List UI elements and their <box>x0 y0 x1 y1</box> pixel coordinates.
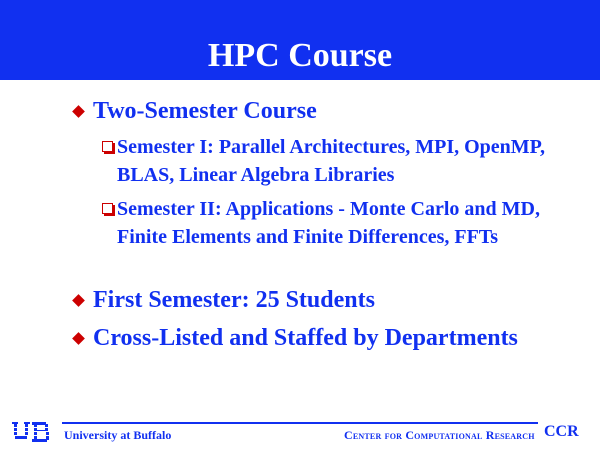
bullet-item-first-semester <box>74 286 375 314</box>
sub-bullet-semester-i <box>102 133 582 189</box>
slide-title: HPC Course <box>207 37 393 74</box>
bullet-text: First Semester: 25 Students <box>93 287 375 313</box>
sub-bullet-semester-ii <box>102 195 582 251</box>
checkbox-bullet-icon <box>102 203 113 214</box>
bullet-item-cross-listed <box>74 324 518 352</box>
diamond-bullet-icon <box>72 294 85 307</box>
sub-bullet-text: Semester I: Parallel Architectures, MPI, OpenMP, BLAS, Linear Algebra Libraries <box>117 136 546 186</box>
footer-acronym: CCR <box>544 423 579 440</box>
footer-divider <box>62 422 538 424</box>
title-banner <box>0 0 600 80</box>
checkbox-bullet-icon <box>102 141 113 152</box>
sub-bullet-text: Semester II: Applications - Monte Carlo and MD, Finite Elements and Finite Differences, FFTs <box>117 198 540 248</box>
bullet-item-two-semester <box>74 97 317 125</box>
ub-logo-icon <box>12 420 58 446</box>
diamond-bullet-icon <box>72 332 85 345</box>
footer-center-name: Center for Computational Research <box>344 428 535 442</box>
footer-university: University at Buffalo <box>64 428 172 442</box>
bullet-text: Cross-Listed and Staffed by Departments <box>93 325 518 351</box>
diamond-bullet-icon <box>72 105 85 118</box>
bullet-text: Two-Semester Course <box>93 98 317 124</box>
